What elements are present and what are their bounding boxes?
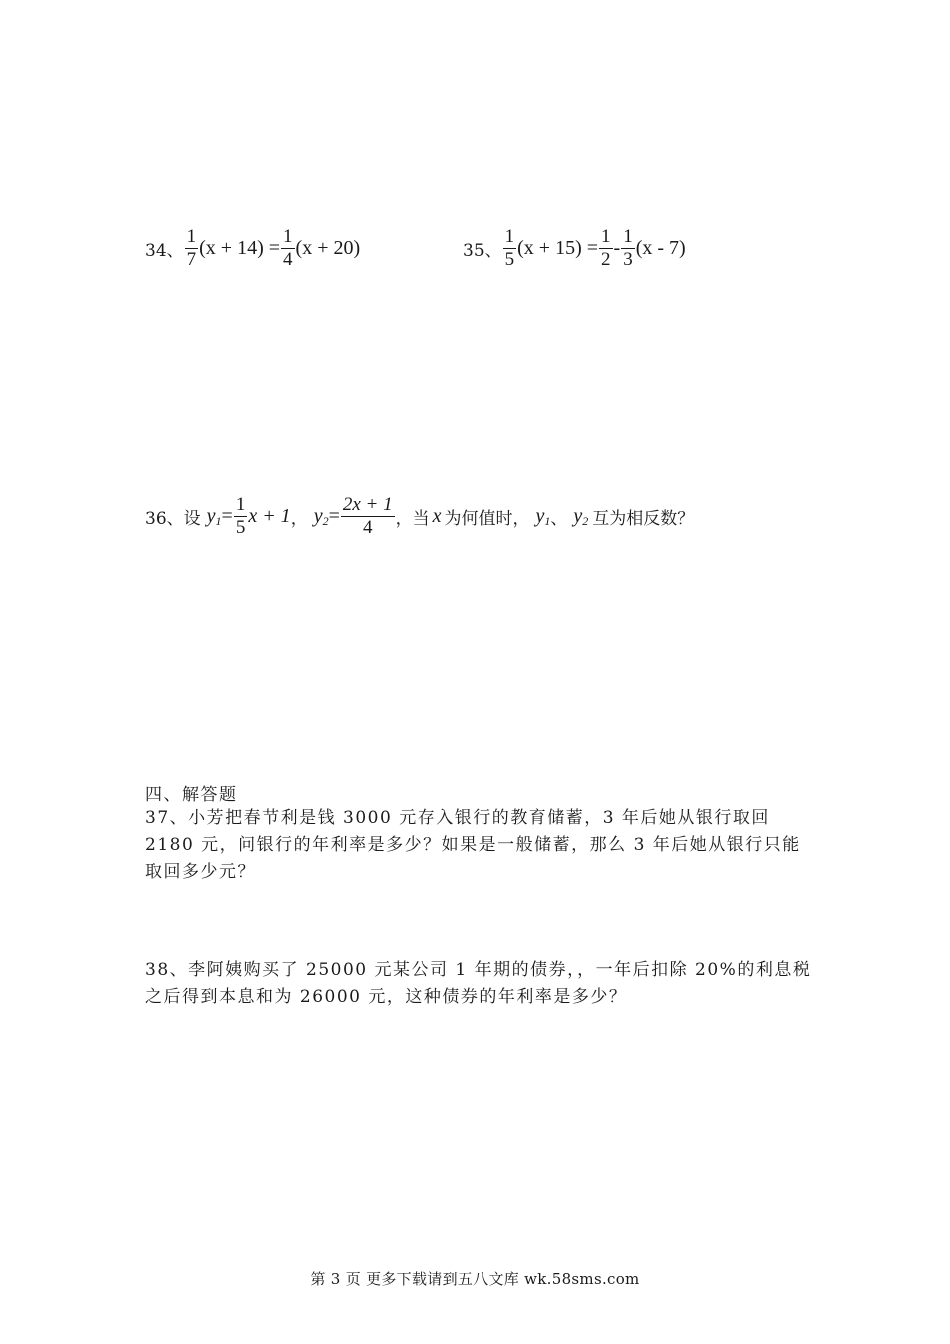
fraction [234, 494, 248, 539]
variable-y2 [314, 505, 329, 529]
fraction [185, 226, 199, 271]
problem-38: 38、李阿姨购买了 25000 元某公司 1 年期的债券，，一年后扣除 20%的利息税之后得到本息和为 26000 元，这种债券的年利率是多少？ [145, 960, 812, 1007]
denominator: 3 [623, 249, 633, 270]
variable-x: x [432, 505, 442, 527]
question-text: 互为相反数？ [592, 509, 695, 529]
denominator: 5 [504, 249, 515, 270]
subscript: 1 [215, 513, 222, 528]
denominator: 4 [283, 249, 293, 270]
subscript: 2 [322, 513, 329, 528]
problem-37: 37、小芳把春节利是钱 3000 元存入银行的教育储蓄，3 年后她从银行取回 2180 元，问银行的年利率是多少？如果是一般储蓄，那么 3 年后她从银行只能取回多少元？ [145, 808, 801, 882]
variable-y1 [536, 505, 551, 529]
variable-y1 [207, 505, 222, 529]
question-text: 为何值时， [444, 509, 530, 529]
fraction [281, 226, 295, 271]
numerator: 1 [623, 226, 633, 247]
comma: ， [290, 509, 308, 529]
variable-y2 [573, 505, 588, 529]
equation-text: x + 1 [248, 505, 291, 527]
equation-text: (x + 14) = [199, 237, 281, 259]
numerator: 2x + 1 [342, 494, 393, 515]
problem-text: 设 [183, 509, 201, 529]
variable-letter: y [573, 504, 583, 527]
fraction [503, 226, 517, 271]
subscript: 1 [544, 513, 551, 528]
equals-sign: = [328, 505, 340, 527]
equation-text: (x + 15) = [517, 237, 599, 259]
equation-text: (x - 7) [635, 237, 686, 259]
numerator: 1 [601, 226, 611, 247]
problem-number: 34、 [145, 241, 184, 261]
subscript: 2 [582, 513, 589, 528]
denominator: 5 [235, 517, 246, 538]
minus-sign: - [613, 237, 621, 259]
problem-35 [463, 226, 686, 271]
variable-letter: y [313, 504, 323, 527]
equals-sign: = [221, 505, 233, 527]
page-footer: 第 3 页 更多下载请到五八文库 wk.58sms.com [310, 1270, 640, 1288]
problem-number: 35、 [463, 241, 502, 261]
numerator: 1 [235, 494, 246, 515]
section-title: 四、解答题 [145, 785, 238, 805]
denominator: 4 [341, 516, 395, 539]
denominator: 2 [601, 249, 611, 270]
denominator: 7 [186, 249, 197, 270]
problem-number: 36、 [145, 509, 184, 529]
numerator: 1 [186, 226, 197, 247]
fraction [599, 226, 613, 271]
variable-letter: y [535, 504, 545, 527]
problem-36 [145, 494, 694, 539]
fraction [621, 226, 635, 271]
variable-letter: y [206, 504, 216, 527]
problem-34 [145, 226, 360, 271]
fraction [341, 494, 395, 539]
question-text: ，当 [395, 509, 430, 529]
numerator: 1 [504, 226, 515, 247]
numerator: 1 [283, 226, 293, 247]
separator: 、 [550, 509, 568, 529]
equation-text: (x + 20) [295, 237, 361, 259]
